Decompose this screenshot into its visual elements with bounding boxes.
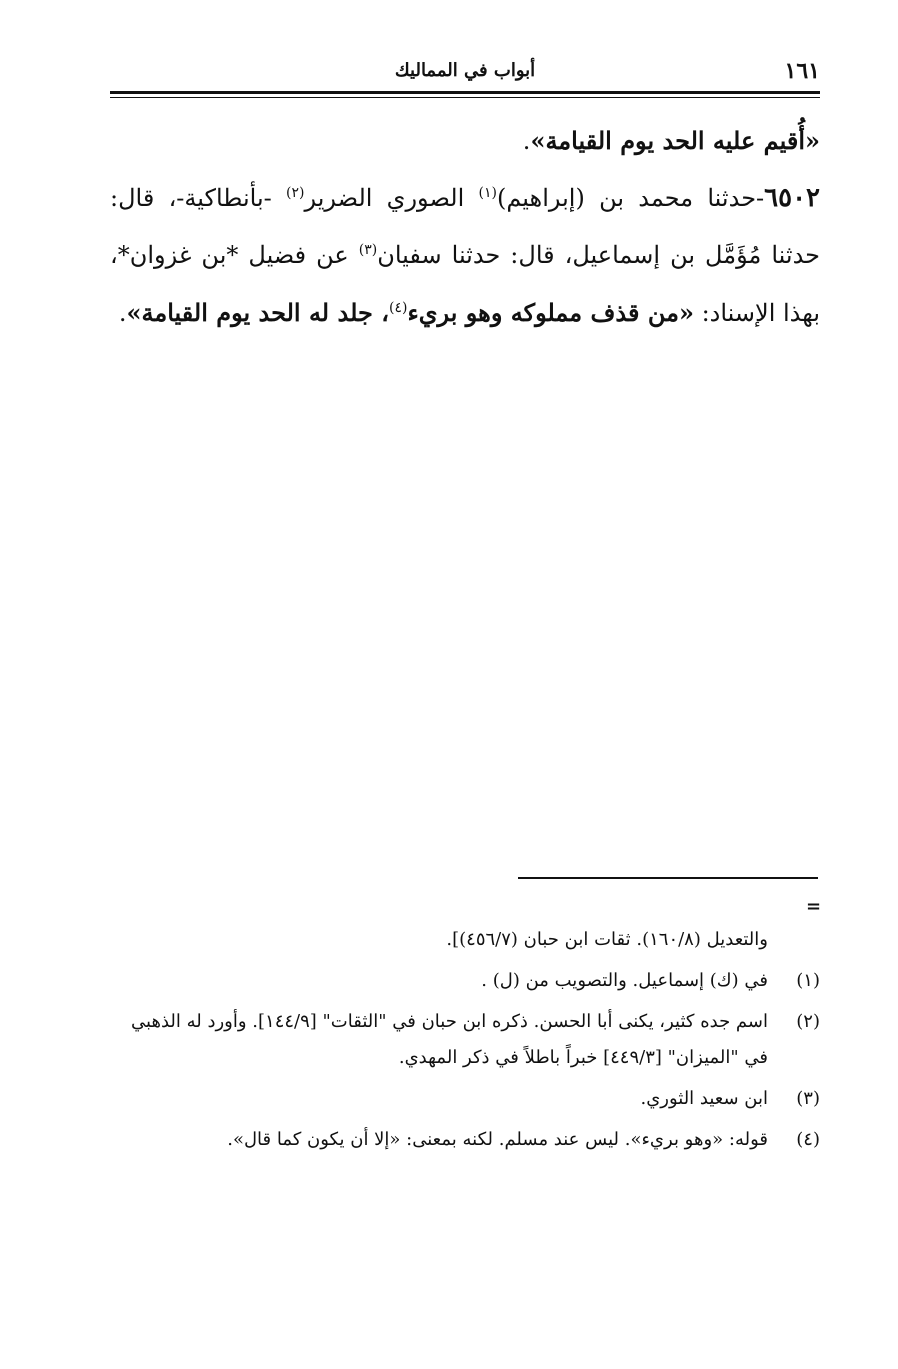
page-header xyxy=(110,58,820,90)
footnote-separator xyxy=(518,877,818,879)
matn-quote-2: ، جلد له الحد يوم القيامة» xyxy=(126,298,389,327)
isnad-part-4: عن فضيل *بن غزوان*، بهذا الإسناد: xyxy=(110,241,820,327)
isnad-part-2: الصوري الضرير xyxy=(304,184,479,212)
hadith-paragraph xyxy=(110,170,820,342)
prophetic-quote: «أُقيم عليه الحد يوم القيامة» xyxy=(530,126,820,155)
footnote-ref-3: (٣) xyxy=(358,242,378,258)
footnote-ref-1: (١) xyxy=(478,185,497,201)
footnotes xyxy=(110,922,820,1158)
footnote-item xyxy=(110,963,820,999)
footnote-text: اسم جده كثير، يكنى أبا الحسن. ذكره ابن حبان في "الثقات" [١٤٤/٩]. وأورد له الذهبي في "الميزان" [٤٤٩/٣] خبراً باطلاً في ذكر المهدي. xyxy=(131,1011,768,1068)
footnote-text: ابن سعيد الثوري. xyxy=(640,1088,768,1109)
main-text xyxy=(110,112,820,342)
footnote-continuation: والتعديل (١٦٠/٨). ثقات ابن حبان (٤٥٦/٧)]. xyxy=(446,929,768,950)
footnote-text: قوله: «وهو بريء». ليس عند مسلم. لكنه بمعنى: «إلا أن يكون كما قال». xyxy=(227,1129,768,1150)
hadith-end: . xyxy=(118,299,127,327)
footnote-number: (٣) xyxy=(796,1088,820,1109)
footnote-item xyxy=(110,1081,820,1117)
continuation-mark: = xyxy=(806,896,822,917)
footnote-number: (١) xyxy=(796,970,820,991)
hadith-number: ٦٥٠٢ xyxy=(764,183,820,213)
header-rule-thin xyxy=(110,97,820,98)
footnote-number: (٢) xyxy=(796,1011,820,1032)
line-end: . xyxy=(522,127,531,155)
footnote-text: في (ك) إسماعيل. والتصويب من (ل) . xyxy=(481,970,768,991)
footnote-item xyxy=(110,1004,820,1076)
running-title: أبواب في المماليك xyxy=(394,60,536,81)
matn-quote-1: «من قذف مملوكه وهو بريء xyxy=(407,298,694,327)
page-number: ١٦١ xyxy=(784,58,820,84)
isnad-part-3: -بأنطاكية-، قال: حدثنا مُؤَمَّل بن إسماعيل، قال: حدثنا سفيان xyxy=(110,184,821,269)
footnote-item xyxy=(110,1122,820,1158)
isnad-part-1: -حدثنا محمد بن (إبراهيم) xyxy=(496,184,765,212)
footnote-number: (٤) xyxy=(796,1129,820,1150)
header-rule-thick xyxy=(110,91,820,94)
previous-hadith-ending xyxy=(110,112,820,170)
footnote-ref-2: (٢) xyxy=(286,185,305,201)
footnote-ref-4: (٤) xyxy=(388,300,408,316)
